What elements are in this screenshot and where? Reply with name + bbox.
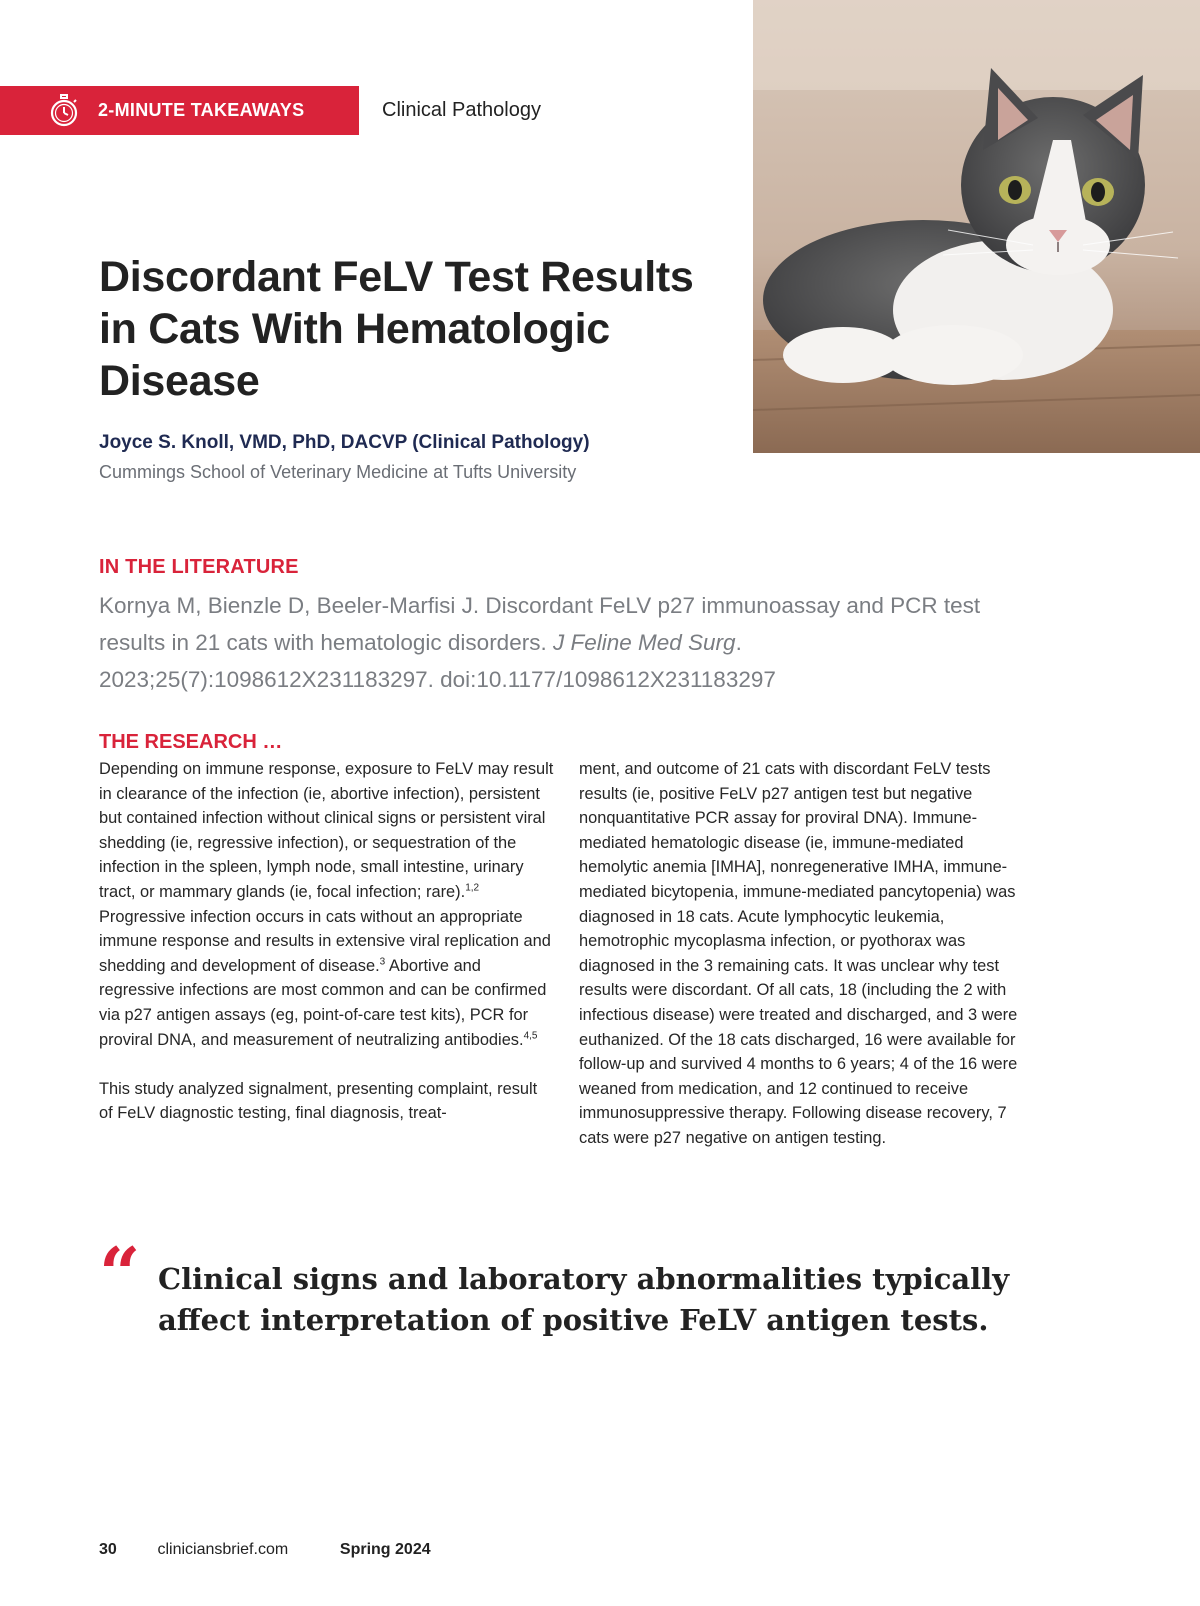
page-footer <box>99 1541 431 1559</box>
author-name: Joyce S. Knoll, VMD, PhD, DACVP (Clinical Pathology) <box>99 432 590 453</box>
takeaways-banner <box>0 86 359 135</box>
research-column-left <box>99 757 554 1126</box>
cat-photo <box>753 0 1200 453</box>
research-column-right <box>579 757 1019 1151</box>
citation-details: . 2023;25(7):1098612X231183297. doi:10.1177/1098612X231183297 <box>99 630 776 692</box>
author-affiliation: Cummings School of Veterinary Medicine at Tufts University <box>99 462 577 482</box>
reference-superscript: 1,2 <box>465 882 480 894</box>
article-title: Discordant FeLV Test Results in Cats With Hematologic Disease <box>99 253 694 405</box>
pull-quote: Clinical signs and laboratory abnormalities typically affect interpretation of positive FeLV antigen tests. <box>158 1262 1010 1337</box>
citation-authors: Kornya M, Bienzle D, Beeler-Marfisi J. Discordant FeLV p27 immunoassay and PCR test results in 21 cats with hematologic disorders. <box>99 593 981 655</box>
research-paragraph-2-start: This study analyzed signalment, presenting complaint, result of FeLV diagnostic testing, final diagnosis, treat- <box>99 1079 538 1123</box>
footer-issue: Spring 2024 <box>339 1541 431 1558</box>
quote-mark-icon: “ <box>99 1231 141 1316</box>
literature-heading: IN THE LITERATURE <box>99 556 299 578</box>
research-paragraph-2-cont: ment, and outcome of 21 cats with discordant FeLV tests results (ie, positive FeLV p27 antigen test but negative nonquantitative PCR assay for proviral DNA). Immune-mediated hematologic disease (ie, immune-mediated hemolytic anemia [IMHA], nonregenerative IMHA, immune-mediated bicytopenia, immune-mediated pancytopenia) was diagnosed in 18 cats. Acute lymphocytic leukemia, hemotrophic mycoplasma infection, or pyothorax was diagnosed in the 3 remaining cats. It was unclear why test results were discordant. Of all cats, 18 (including the 2 with infectious disease) were treated and discharged, and 3 were euthanized. Of the 18 cats discharged, 16 were available for follow-up and survived 4 months to 6 years; 4 of the 16 were weaned from medication, and 12 continued to receive immunosuppressive therapy. Following disease recovery, 7 cats were p27 negative on antigen testing. <box>579 760 1018 1147</box>
research-paragraph-1: Depending on immune response, exposure to FeLV may result in clearance of the infection (ie, abortive infection), persistent but contained infection without clinical signs or persistent viral shedding (ie, regressive infection), or sequestration of the infection in the spleen, lymph node, small intestine, urinary tract, or mammary glands (ie, focal infection; rare).$^{1,2}$ Progressive infection occurs in cats without an appropriate immune response and results in extensive viral replication and shedding and development of disease.$^3$ Abortive and regressive infections are most common and can be confirmed via p27 antigen assays (eg, point-of-care test kits), PCR for proviral DNA, and measurement of neutralizing antibodies.$^{4,5}$ <box>99 760 554 1049</box>
citation <box>99 587 1029 698</box>
stopwatch-icon <box>47 94 81 128</box>
page-number: 30 <box>99 1541 117 1558</box>
research-heading: THE RESEARCH … <box>99 731 283 753</box>
citation-journal: J Feline Med Surg <box>552 630 736 655</box>
footer-website[interactable]: cliniciansbrief.com <box>157 1541 289 1558</box>
section-label: Clinical Pathology <box>382 99 541 121</box>
reference-superscript: 3 <box>379 956 386 968</box>
reference-superscript: 4,5 <box>523 1030 538 1042</box>
banner-label: 2-MINUTE TAKEAWAYS <box>98 100 305 120</box>
